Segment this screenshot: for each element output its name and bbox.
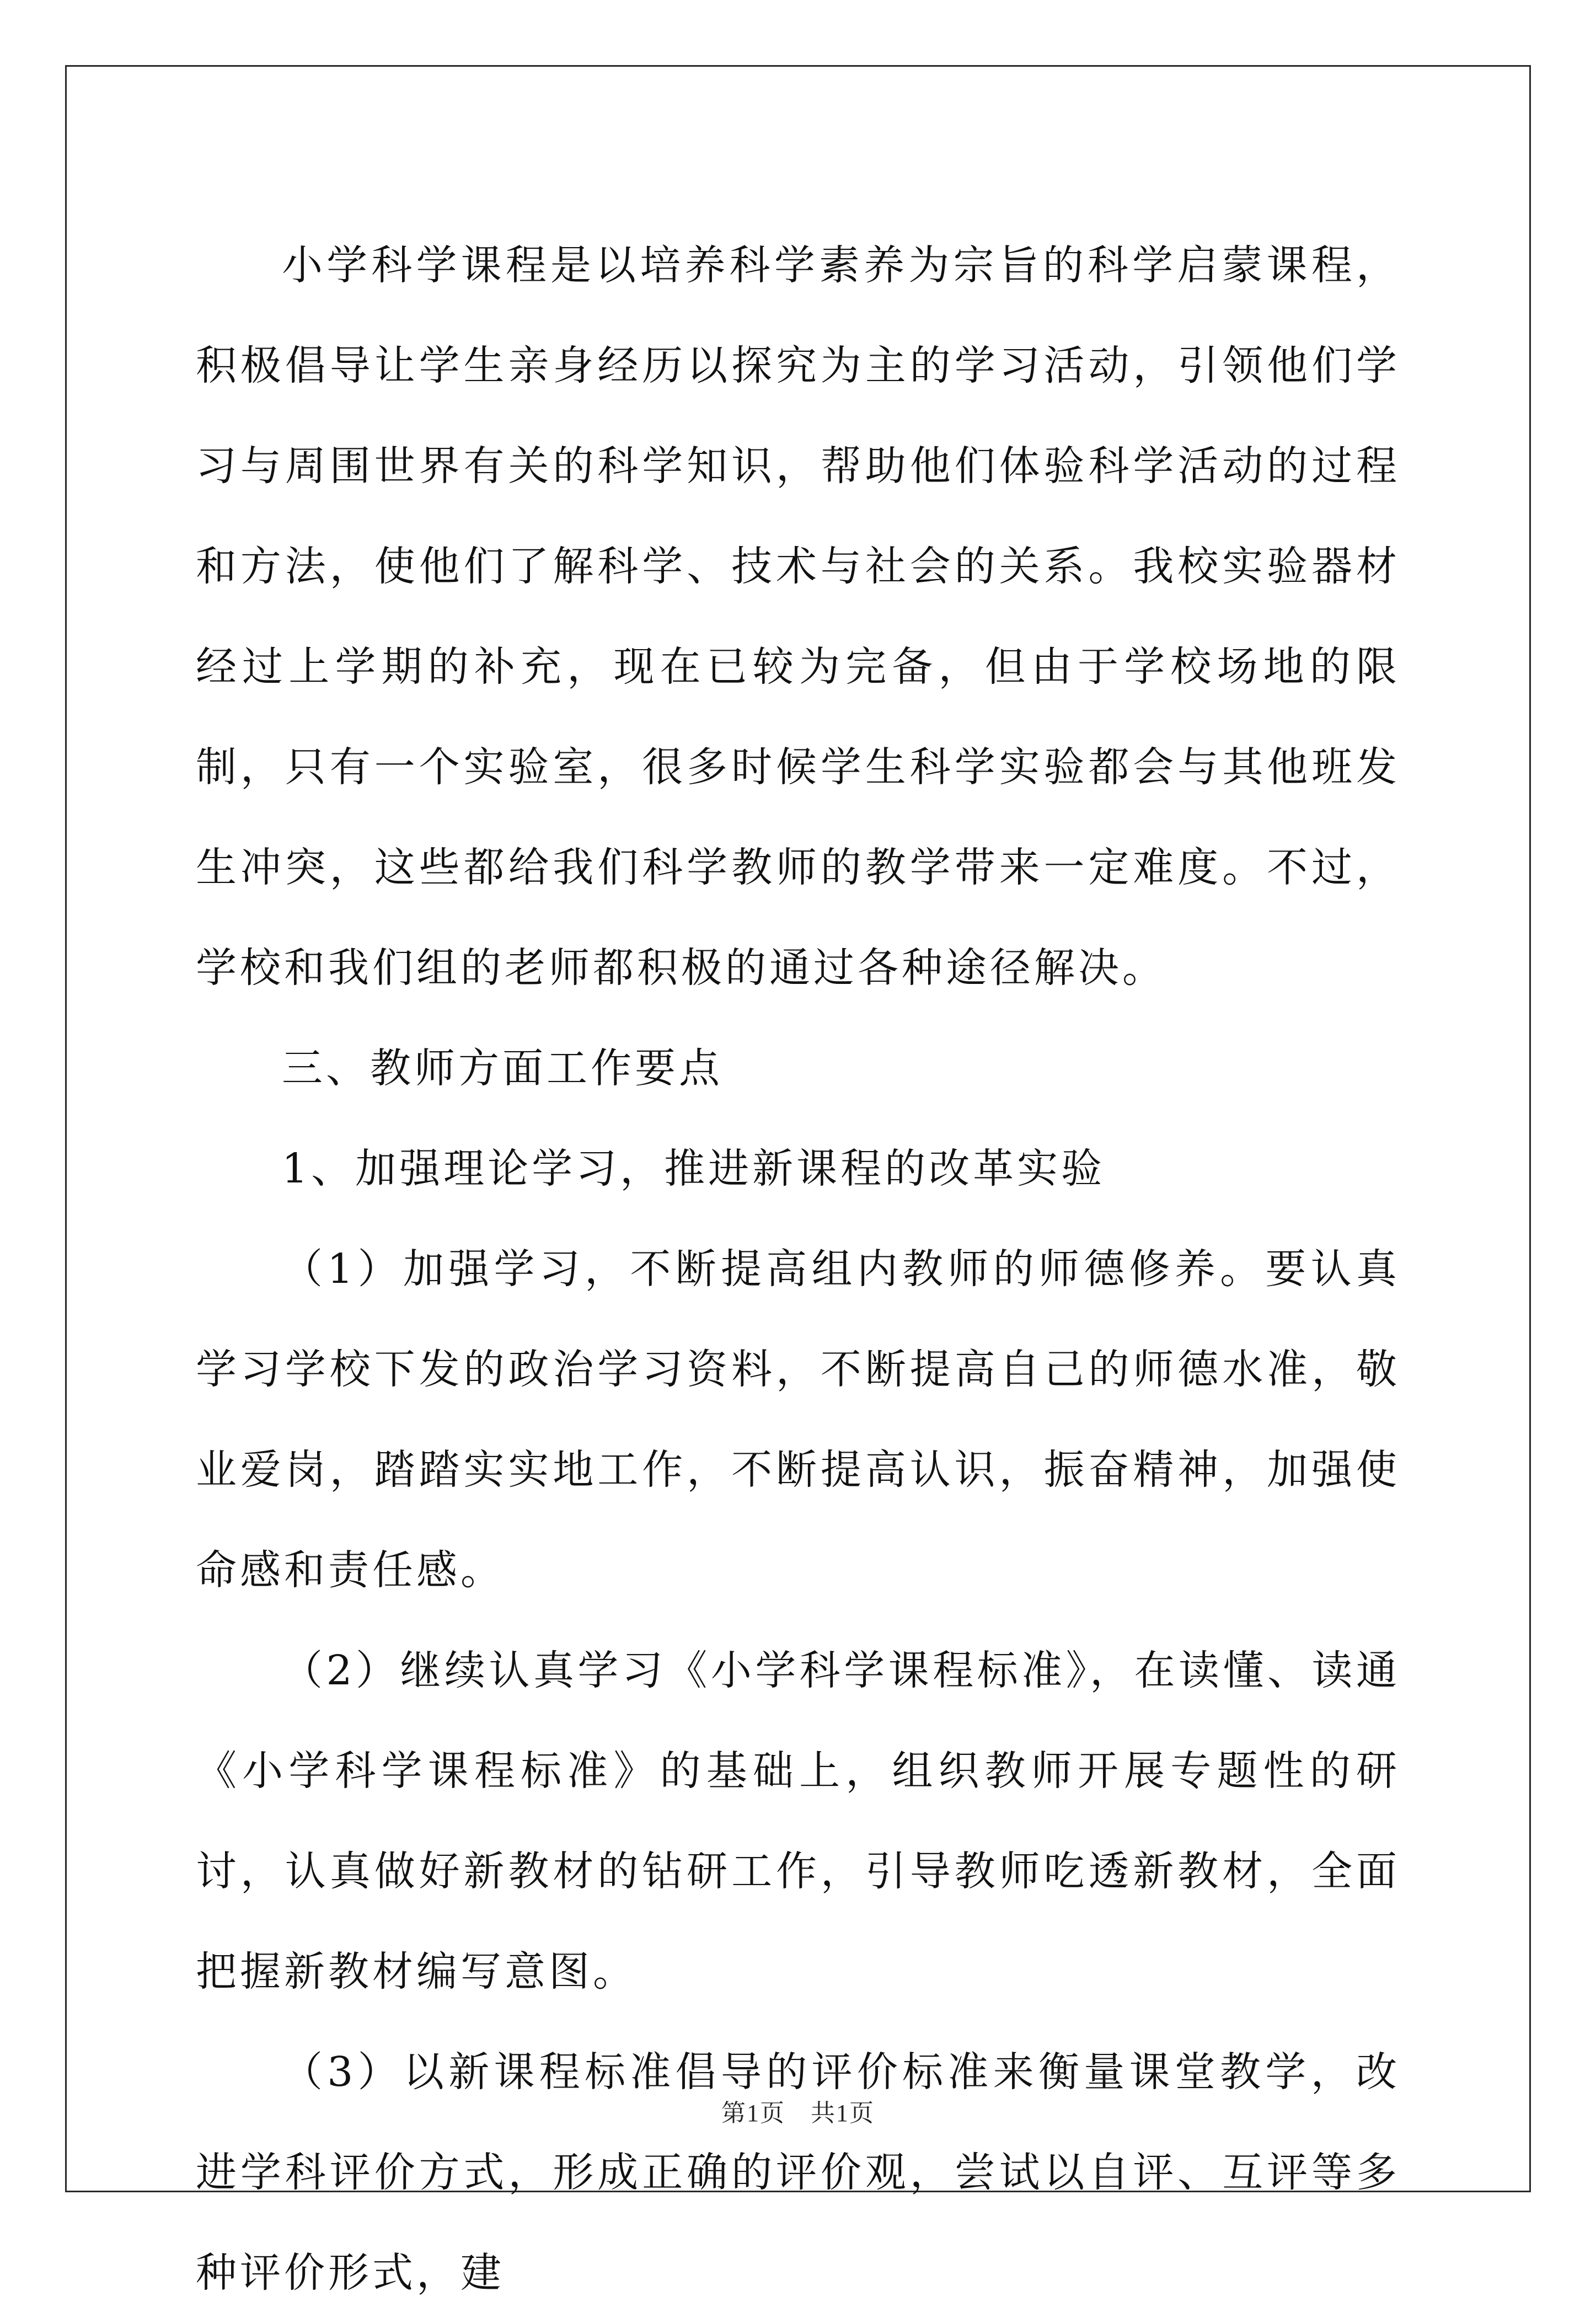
document-body	[196, 215, 1400, 2323]
paragraph-item-1: （1）加强学习，不断提高组内教师的师德修养。要认真学习学校下发的政治学习资料，不断提高自己的师德水准，敬业爱岗，踏踏实实地工作，不断提高认识，振奋精神，加强使命感和责任感。	[196, 1245, 1400, 1594]
page-footer: 第1页 共1页	[721, 2100, 875, 2127]
subsection-heading: 1、加强理论学习，推进新课程的改革实验	[282, 1145, 1106, 1192]
paragraph-item-3: （3）以新课程标准倡导的评价标准来衡量课堂教学，改进学科评价方式，形成正确的评价观，尝试以自评、互评等多种评价形式，建	[196, 2048, 1400, 2297]
paragraph-intro: 小学科学课程是以培养科学素养为宗旨的科学启蒙课程，积极倡导让学生亲身经历以探究为主的学习活动，引领他们学习与周围世界有关的科学知识，帮助他们体验科学活动的过程和方法，使他们了解科学、技术与社会的关系。我校实验器材经过上学期的补充，现在已较为完备，但由于学校场地的限制，只有一个实验室，很多时候学生科学实验都会与其他班发生冲突，这些都给我们科学教师的教学带来一定难度。不过，学校和我们组的老师都积极的通过各种途径解决。	[196, 242, 1400, 992]
section-heading: 三、教师方面工作要点	[282, 1045, 723, 1092]
paragraph-item-2: （2）继续认真学习《小学科学课程标准》，在读懂、读通《小学科学课程标准》的基础上，组织教师开展专题性的研讨，认真做好新教材的钻研工作，引导教师吃透新教材，全面把握新教材编写意图。	[196, 1647, 1400, 1995]
